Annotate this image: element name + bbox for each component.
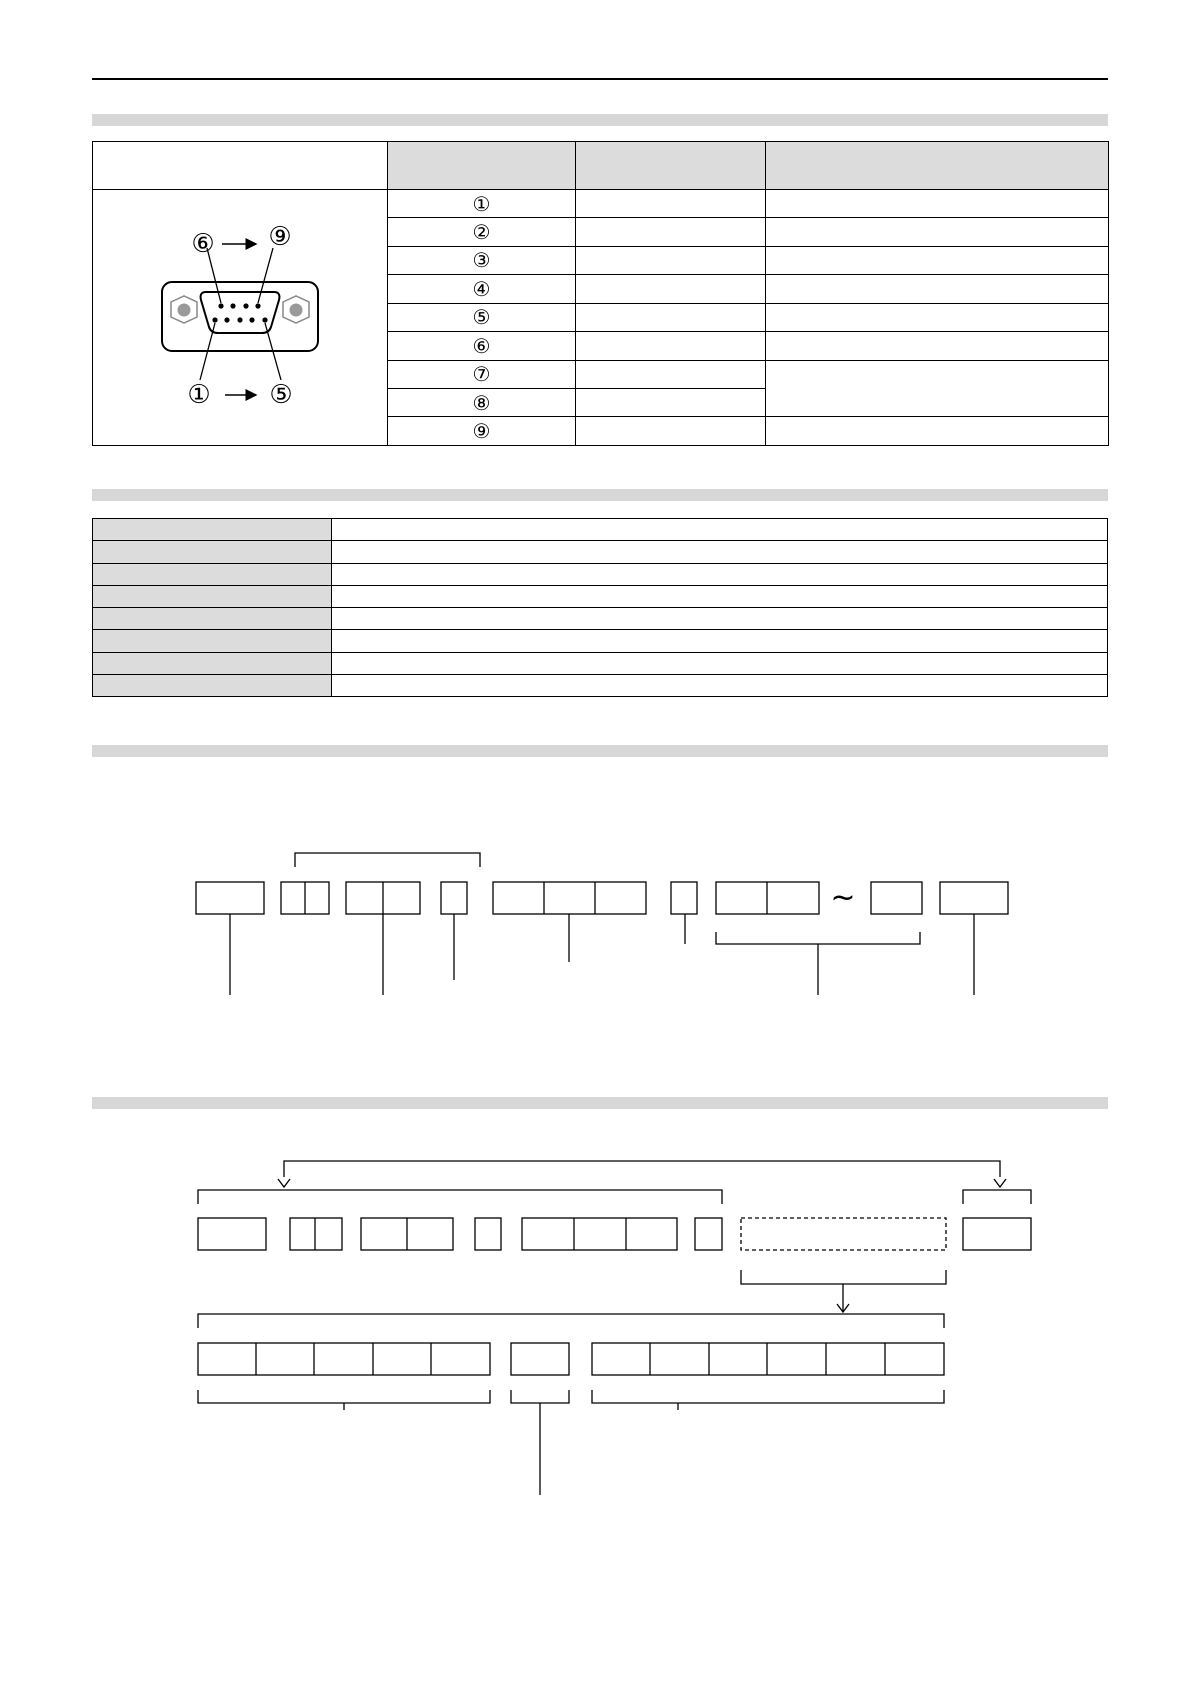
pin-6-dot [218, 303, 223, 308]
bracket-parameter [716, 932, 920, 944]
bracket-group-a [198, 1390, 490, 1403]
bracket-top [295, 853, 480, 867]
bracket-data-row [198, 1314, 944, 1328]
resp-box-data-dashed [741, 1218, 946, 1250]
pin-3-dot [237, 317, 242, 322]
resp-box-colon [695, 1218, 722, 1250]
pin-2-dot [224, 317, 229, 322]
dsub-connector-figure [162, 222, 318, 410]
return-loop-line [284, 1161, 1000, 1177]
command-format-diagram [196, 853, 1008, 995]
pin-number: ⑧ [388, 388, 576, 416]
resp-box-command [522, 1218, 677, 1250]
bracket-group-b [592, 1390, 944, 1403]
pin-number: ⑨ [388, 417, 576, 446]
pin-number: ⑥ [388, 332, 576, 360]
pin-1-dot [212, 317, 217, 322]
response-format-diagram [198, 1161, 1031, 1495]
pin-label-6: ⑥ [191, 229, 215, 259]
pin-number: ① [388, 189, 576, 217]
pin-9-dot [255, 303, 260, 308]
bracket-data [741, 1270, 946, 1284]
pin-7-dot [230, 303, 235, 308]
field-box-etx [940, 882, 1008, 914]
hex-nut-right [283, 296, 309, 323]
pin-number: ⑦ [388, 360, 576, 388]
pin-label-9: ⑨ [268, 222, 292, 252]
field-box-colon [671, 882, 697, 914]
d-socket [201, 292, 280, 333]
bracket-etx [963, 1190, 1031, 1204]
pin-label-5: ⑤ [269, 380, 293, 410]
tilde-separator: ~ [830, 880, 856, 916]
pin-number: ② [388, 218, 576, 246]
pin-4-dot [249, 317, 254, 322]
field-box-stx [196, 882, 264, 914]
resp-box-stx [198, 1218, 266, 1250]
resp-box-etx [963, 1218, 1031, 1250]
pin-8-dot [243, 303, 248, 308]
field-box-semicolon [441, 882, 467, 914]
field-box-command [493, 882, 646, 914]
down-arrowhead-left [278, 1179, 290, 1187]
field-box-parameter-end [871, 882, 922, 914]
pin-5-dot [262, 317, 267, 322]
data-box-group-a [198, 1343, 490, 1375]
resp-box-id [290, 1218, 342, 1250]
pin-number: ⑤ [388, 303, 576, 331]
pin-number: ③ [388, 246, 576, 274]
pin-label-1: ① [187, 380, 211, 410]
data-box-group-b [592, 1343, 944, 1375]
resp-box-semicolon [475, 1218, 501, 1250]
pin-number: ④ [388, 275, 576, 303]
hex-nut-left [171, 296, 197, 323]
bracket-header-fields [198, 1190, 722, 1204]
data-box-separator [511, 1343, 569, 1375]
bracket-separator [511, 1390, 569, 1403]
down-arrowhead-right [994, 1179, 1006, 1187]
